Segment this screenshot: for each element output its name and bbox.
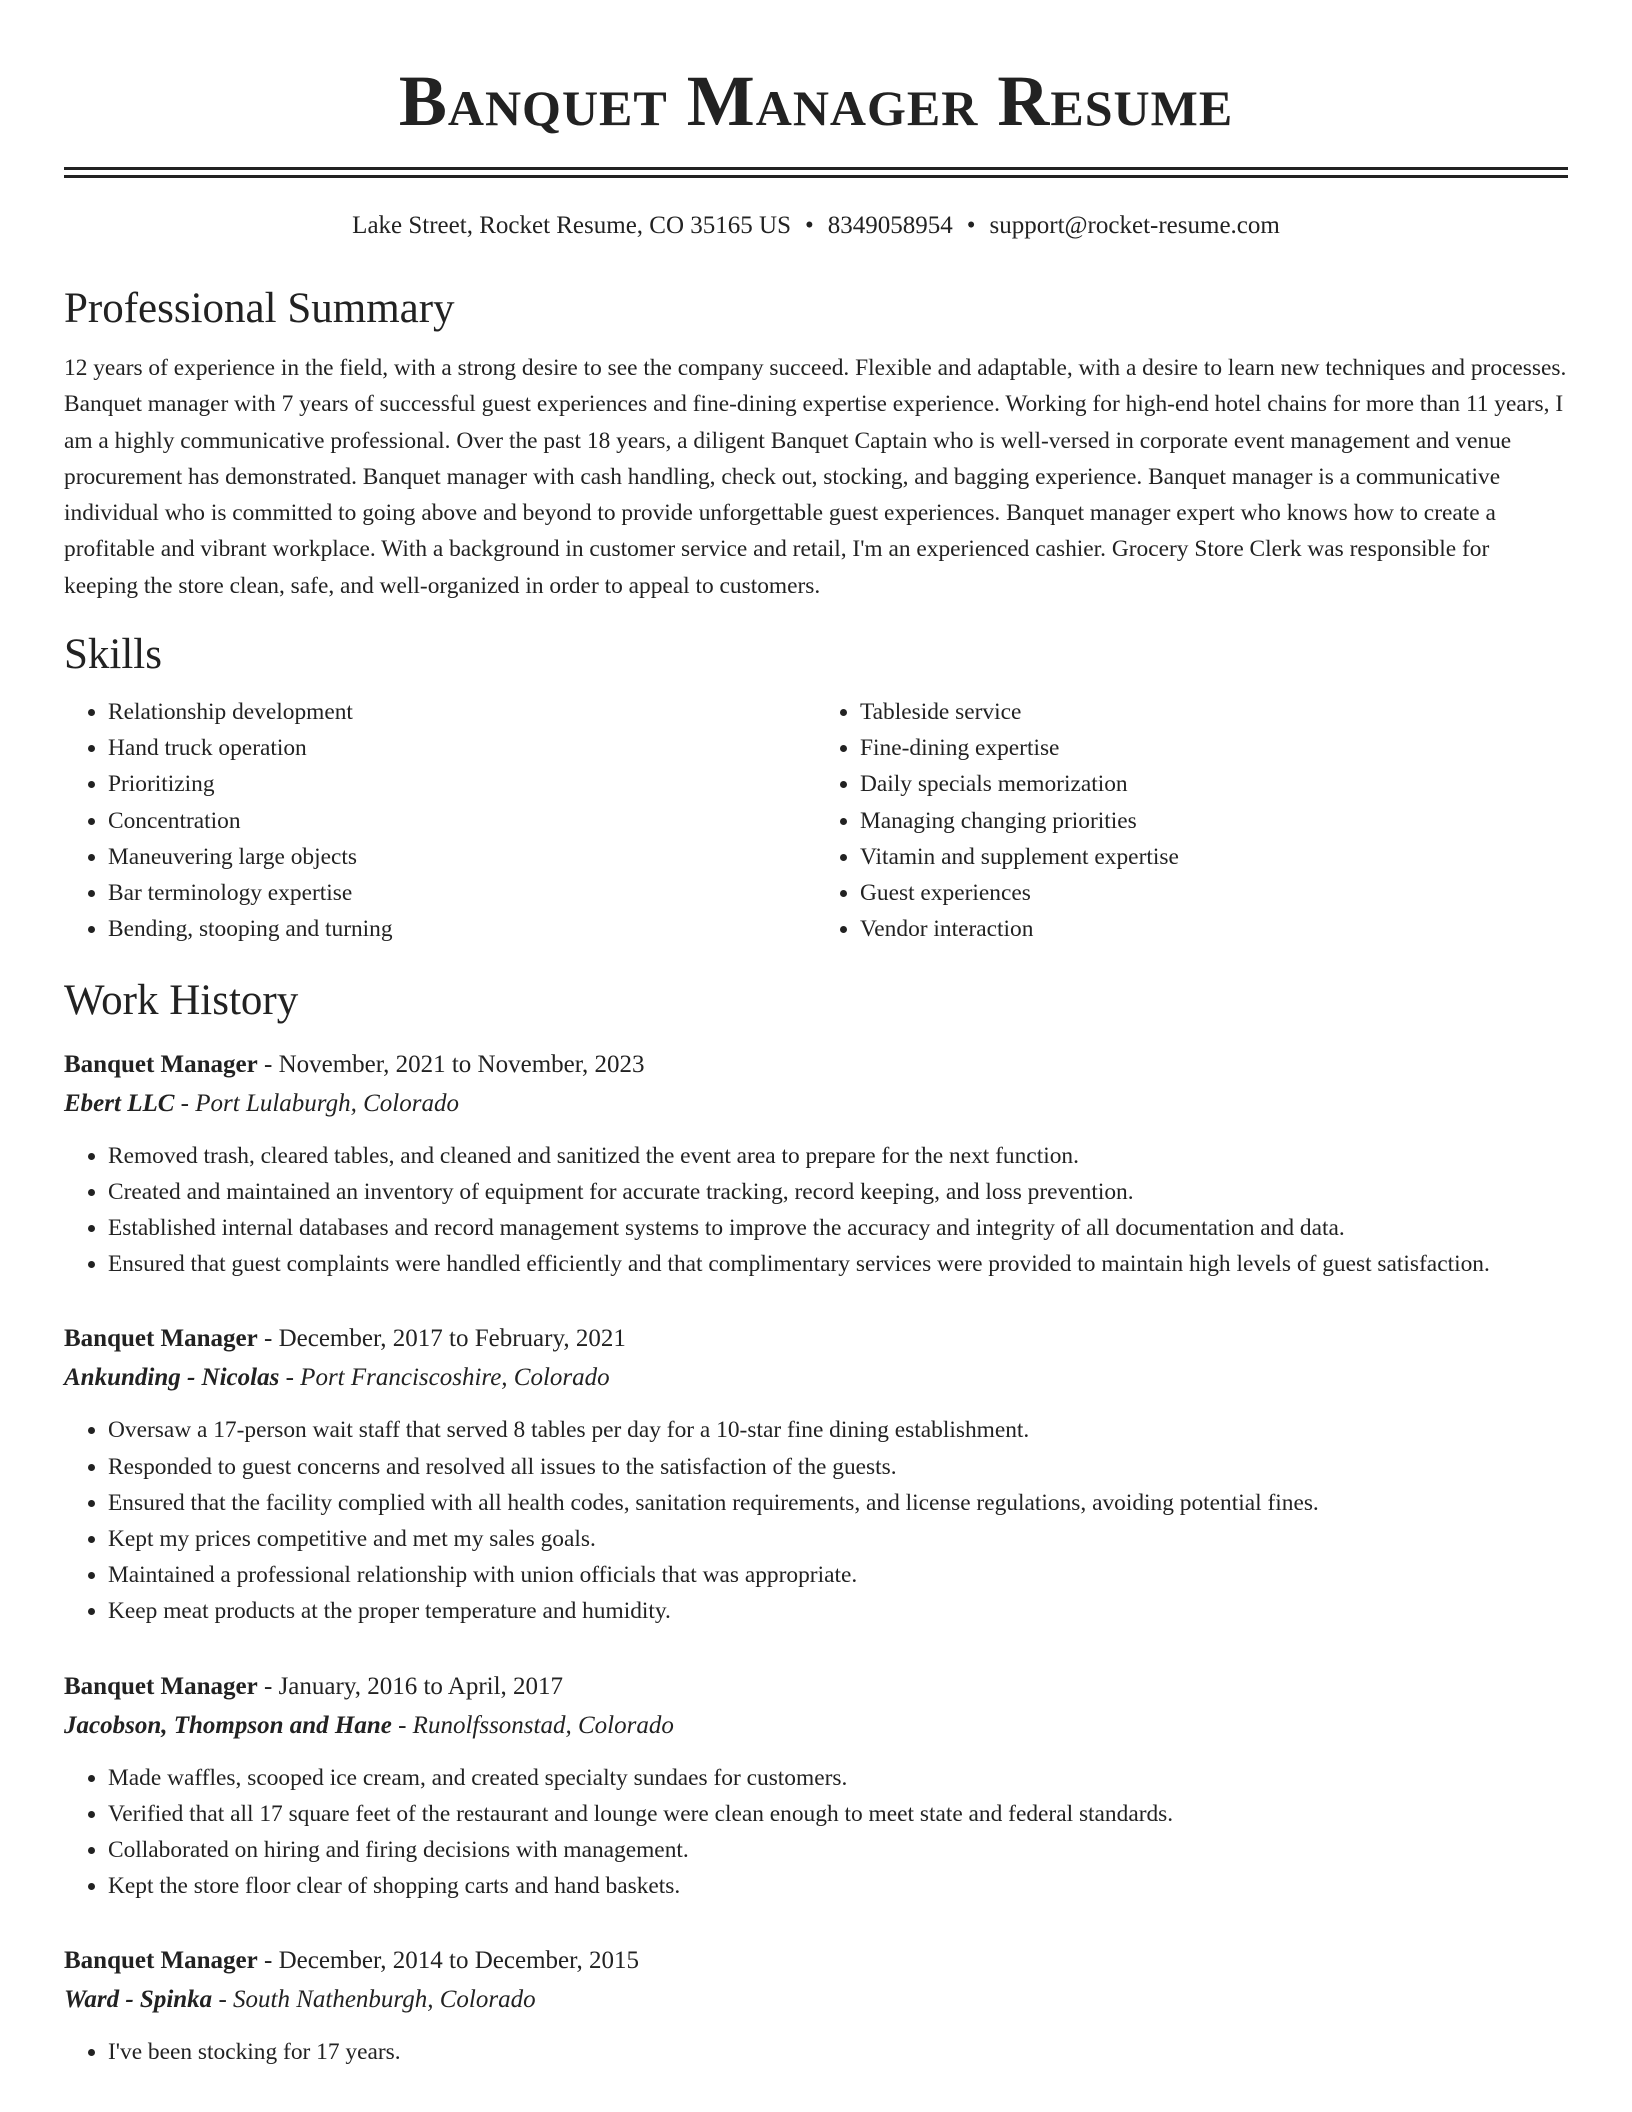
job-company: Ebert LLC xyxy=(64,1089,175,1117)
job-location: Runolfssonstad, Colorado xyxy=(412,1711,674,1739)
job-bullet: • Made waffles, scooped ice cream, and created specialty sundaes for customers. xyxy=(108,1760,1568,1796)
job-bullet: • Maintained a professional relationship with union officials that was appropriate. xyxy=(108,1557,1568,1593)
job-dates: December, 2014 to December, 2015 xyxy=(278,1947,639,1975)
job-company: Jacobson, Thompson and Hane xyxy=(64,1711,392,1739)
job-location: Port Lulaburgh, Colorado xyxy=(195,1089,459,1117)
job-bullet: • I've been stocking for 17 years. xyxy=(108,2034,1568,2070)
contact-line xyxy=(64,208,1568,244)
skill-item: • Daily specials memorization xyxy=(860,766,1568,802)
job-dates: January, 2016 to April, 2017 xyxy=(278,1672,564,1700)
job-bullet: • Removed trash, cleared tables, and cleaned and sanitized the event area to prepare for the next function. xyxy=(108,1138,1568,1174)
contact-separator: • xyxy=(805,212,814,239)
job-bullet: • Verified that all 17 square feet of the restaurant and lounge were clean enough to meet state and federal standards. xyxy=(108,1796,1568,1832)
job-bullet: • Collaborated on hiring and firing decisions with management. xyxy=(108,1832,1568,1868)
skill-item: • Managing changing priorities xyxy=(860,803,1568,839)
job-title: Banquet Manager xyxy=(64,1672,258,1700)
job-bullet: • Ensured that the facility complied with all health codes, sanitation requirements, and license regulations, avoiding potential fines. xyxy=(108,1485,1568,1521)
job-bullets xyxy=(64,1412,1568,1629)
job-company-line: Ankunding - Nicolas - Port Franciscoshire, Colorado xyxy=(64,1364,610,1392)
job-bullet: • Created and maintained an inventory of equipment for accurate tracking, record keeping, and loss prevention. xyxy=(108,1174,1568,1210)
job-entry xyxy=(64,1668,1568,1905)
job-dates: November, 2021 to November, 2023 xyxy=(278,1050,645,1078)
job-title: Banquet Manager xyxy=(64,1325,258,1353)
job-bullet: • Ensured that guest complaints were handled efficiently and that complimentary services were provided to maintain high levels of guest satisfaction. xyxy=(108,1246,1568,1282)
skills-list-left xyxy=(64,694,816,947)
job-bullets xyxy=(64,2034,1568,2070)
job-bullet: • Keep meat products at the proper temperature and humidity. xyxy=(108,1593,1568,1629)
job-title-line: Banquet Manager - January, 2016 to April, 2017 xyxy=(64,1672,564,1700)
job-bullet: • Oversaw a 17-person wait staff that served 8 tables per day for a 10-star fine dining establishment. xyxy=(108,1412,1568,1448)
job-title: Banquet Manager xyxy=(64,1050,258,1078)
skill-item: • Fine-dining expertise xyxy=(860,730,1568,766)
skill-item: • Maneuvering large objects xyxy=(108,839,816,875)
job-company: Ward - Spinka xyxy=(64,1986,213,2014)
contact-address: Lake Street, Rocket Resume, CO 35165 US xyxy=(352,212,791,239)
work-history-heading: Work History xyxy=(64,976,299,1024)
skill-item: • Hand truck operation xyxy=(108,730,816,766)
skill-item: • Tableside service xyxy=(860,694,1568,730)
job-title: Banquet Manager xyxy=(64,1947,258,1975)
skill-item: • Guest experiences xyxy=(860,875,1568,911)
summary-text: 12 years of experience in the field, with a strong desire to see the company succeed. Flexible and adaptable, with a desire to learn new techniques and processes. Banquet manager with 7 years of successful guest experiences and fine-dining expertise experience. Working for high-end hotel chains for more than 11 years, I am a highly communicative professional. Over the past 18 years, a diligent Banquet Captain who is well-versed in corporate event management and venue procurement has demonstrated. Banquet manager with cash handling, check out, stocking, and bagging experience. Banquet manager is a communicative individual who is committed to going above and beyond to provide unforgettable guest experiences. Banquet manager expert who knows how to create a profitable and vibrant workplace. With a background in customer service and retail, I'm an experienced cashier. Grocery Store Clerk was responsible for keeping the store clean, safe, and well-organized in order to appeal to customers. xyxy=(64,355,1567,599)
skill-item: • Bending, stooping and turning xyxy=(108,911,816,947)
skills-columns xyxy=(64,694,1568,947)
skills-heading: Skills xyxy=(64,631,162,679)
job-entry xyxy=(64,1046,1568,1283)
job-company: Ankunding - Nicolas xyxy=(64,1364,280,1392)
skill-item: • Prioritizing xyxy=(108,766,816,802)
skill-item: • Vendor interaction xyxy=(860,911,1568,947)
job-company-line: Ebert LLC - Port Lulaburgh, Colorado xyxy=(64,1089,459,1117)
page-title: Banquet Manager Resume xyxy=(398,61,1234,141)
job-title-line: Banquet Manager - December, 2017 to February, 2021 xyxy=(64,1325,626,1353)
job-title-line: Banquet Manager - December, 2014 to December, 2015 xyxy=(64,1947,639,1975)
job-dates: December, 2017 to February, 2021 xyxy=(278,1325,626,1353)
skill-item: • Relationship development xyxy=(108,694,816,730)
job-bullet: • Kept my prices competitive and met my sales goals. xyxy=(108,1521,1568,1557)
job-bullet: • Established internal databases and record management systems to improve the accuracy and integrity of all documentation and data. xyxy=(108,1210,1568,1246)
job-bullets xyxy=(64,1138,1568,1283)
contact-email: support@rocket-resume.com xyxy=(989,212,1280,239)
resume-page xyxy=(64,0,1568,2071)
contact-phone: 8349058954 xyxy=(827,212,953,239)
job-bullets xyxy=(64,1760,1568,1905)
contact-separator: • xyxy=(966,212,976,239)
job-entry xyxy=(64,1942,1568,2070)
skill-item: • Concentration xyxy=(108,803,816,839)
job-entry xyxy=(64,1320,1568,1629)
job-title-line: Banquet Manager - November, 2021 to November, 2023 xyxy=(64,1050,645,1078)
summary-heading: Professional Summary xyxy=(64,285,455,332)
skills-list-right xyxy=(816,694,1568,947)
job-company-line: Ward - Spinka - South Nathenburgh, Colorado xyxy=(64,1986,536,2014)
title-double-rule xyxy=(64,167,1568,178)
job-company-line: Jacobson, Thompson and Hane - Runolfssonstad, Colorado xyxy=(64,1711,674,1739)
job-location: South Nathenburgh, Colorado xyxy=(233,1986,536,2014)
job-bullet: • Kept the store floor clear of shopping carts and hand baskets. xyxy=(108,1868,1568,1904)
job-location: Port Franciscoshire, Colorado xyxy=(300,1364,610,1392)
skill-item: • Vitamin and supplement expertise xyxy=(860,839,1568,875)
job-bullet: • Responded to guest concerns and resolved all issues to the satisfaction of the guests. xyxy=(108,1449,1568,1485)
skill-item: • Bar terminology expertise xyxy=(108,875,816,911)
